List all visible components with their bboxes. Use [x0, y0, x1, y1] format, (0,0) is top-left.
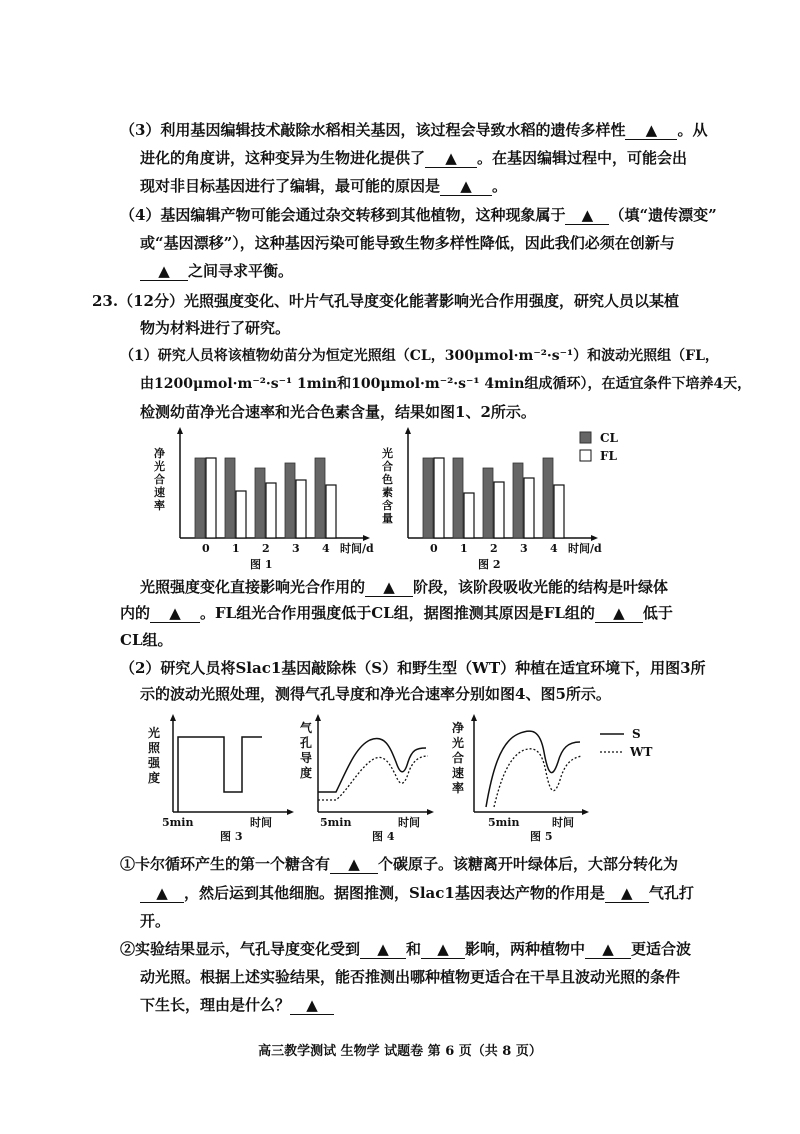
q23-p2-line1: （2）研究人员将Slac1基因敲除株（S）和野生型（WT）种植在适宜环境下，用图3所	[120, 659, 706, 677]
answer-blank[interactable]: ▲	[421, 940, 465, 959]
figure-3	[147, 714, 294, 843]
x-tick-label: 1	[460, 542, 468, 555]
fig3-ylabel-2: 照	[148, 741, 161, 755]
x-tick-label: 2	[262, 542, 270, 555]
q23-p2-line2: 示的波动光照处理，测得气孔导度和净光合速率分别如图4、图5所示。	[140, 685, 611, 703]
answer-blank[interactable]: ▲	[440, 177, 492, 196]
fig4-ylabel-2: 孔	[300, 736, 313, 750]
x-tick-label: 1	[232, 542, 240, 555]
bar-fl	[464, 493, 474, 538]
bar-cl	[255, 468, 265, 538]
fig4-tick: 5min	[320, 816, 352, 829]
figure-caption: 图 2	[478, 558, 501, 571]
bar-fl	[296, 480, 306, 538]
q22-p3-line1: （3）利用基因编辑技术敲除水稻相关基因，该过程会导致水稻的遗传多样性 ▲ 。从	[120, 121, 708, 139]
fig4-ylabel-1: 气	[300, 721, 313, 735]
x-tick-label: 3	[292, 542, 300, 555]
bar-cl	[543, 458, 553, 538]
fig4-s-curve	[318, 739, 426, 792]
fig5-s-curve	[486, 731, 580, 807]
bar-cl	[285, 463, 295, 538]
answer-blank[interactable]: ▲	[585, 940, 631, 959]
answer-blank[interactable]: ▲	[595, 604, 643, 623]
q23-head-line1: 23.（12分）光照强度变化、叶片气孔导度变化能著影响光合作用强度，研究人员以某植	[92, 292, 679, 310]
bar-fl	[206, 458, 216, 538]
q22-p3-line3: 现对非目标基因进行了编辑，最可能的原因是 ▲ 。	[140, 177, 508, 195]
q23-q2-line2: 动光照。根据上述实验结果，能否推测出哪种植物更适合在干旱且波动光照的条件	[140, 968, 681, 986]
answer-blank[interactable]: ▲	[330, 855, 378, 874]
x-tick-label: 0	[430, 542, 438, 555]
answer-blank[interactable]: ▲	[365, 578, 413, 597]
answer-blank[interactable]: ▲	[360, 940, 406, 959]
fig5-ylabel-5: 率	[452, 781, 465, 795]
fig5-xlabel: 时间	[552, 816, 574, 829]
y-axis-label-char: 量	[382, 512, 393, 525]
fig5-caption: 图 5	[530, 830, 553, 843]
bar-fl	[494, 482, 504, 538]
fig5-ylabel-4: 速	[452, 766, 465, 780]
answer-blank[interactable]: ▲	[150, 604, 200, 623]
answer-blank[interactable]: ▲	[140, 262, 188, 281]
x-tick-label: 4	[322, 542, 330, 555]
fig4-ylabel-3: 导	[300, 751, 313, 765]
y-axis-label-char: 色	[382, 473, 393, 486]
bar-fl	[236, 491, 246, 538]
bar-cl	[225, 458, 235, 538]
y-axis-label-char: 净	[154, 447, 165, 460]
answer-blank[interactable]: ▲	[565, 206, 609, 225]
fig3-light-curve	[178, 737, 262, 812]
q23-p1-q-line2: 内的 ▲ 。FL组光合作用强度低于CL组，据图推测其原因是FL组的 ▲ 低于	[120, 604, 673, 622]
fig5-tick: 5min	[488, 816, 520, 829]
figure-2	[382, 427, 619, 571]
fig3-ylabel-1: 光	[148, 726, 161, 740]
bar-cl	[453, 458, 463, 538]
q23-q2-line3: 下生长，理由是什么？ ▲	[140, 995, 334, 1015]
q22-p3-line2: 进化的角度讲，这种变异为生物进化提供了 ▲ 。在基因编辑过程中，可能会出	[140, 149, 688, 167]
bar-cl	[423, 458, 433, 538]
y-axis-arrow	[177, 427, 183, 434]
bar-fl	[434, 458, 444, 538]
fig45-legend	[600, 727, 652, 759]
q23-q1-line3: 开。	[140, 912, 171, 930]
figure-4	[300, 714, 434, 843]
x-axis-arrow	[363, 535, 370, 541]
figure-1	[154, 427, 374, 571]
y-axis-label-char: 合	[382, 460, 393, 473]
bar-cl	[513, 463, 523, 538]
fig4-caption: 图 4	[372, 830, 395, 843]
answer-blank[interactable]: ▲	[290, 996, 334, 1015]
legend-s-label: S	[632, 727, 641, 741]
legend-fl-swatch	[580, 450, 591, 461]
y-axis-arrow	[405, 427, 411, 434]
answer-blank[interactable]: ▲	[140, 884, 184, 903]
q23-p1-q-line3: CL组。	[120, 631, 173, 649]
q22-p4-line3: ▲ 之间寻求平衡。	[140, 261, 293, 281]
x-tick-label: 2	[490, 542, 498, 555]
q23-q1-line2: ▲ ，然后运到其他细胞。据图推测，Slac1基因表达产物的作用是 ▲ 气孔打	[140, 883, 694, 903]
answer-blank[interactable]: ▲	[425, 149, 477, 168]
bar-fl	[524, 478, 534, 538]
figure-5	[452, 714, 589, 843]
y-axis-label-char: 速	[154, 486, 165, 499]
bar-cl	[315, 458, 325, 538]
q22-p4-line1: （4）基因编辑产物可能会通过杂交转移到其他植物，这种现象属于 ▲ （填“遗传漂变”	[120, 206, 717, 224]
figures-3-4-5	[140, 712, 700, 847]
fig5-wt-curve	[494, 749, 582, 807]
fig4-ylabel-4: 度	[300, 766, 313, 780]
fig4-wt-curve	[318, 756, 428, 800]
bar-fl	[266, 483, 276, 538]
y-axis-label-char: 光	[154, 460, 165, 473]
legend-cl-swatch	[580, 432, 591, 443]
bar-fl	[554, 485, 564, 538]
fig3-tick: 5min	[162, 816, 194, 829]
bar-fl	[326, 485, 336, 538]
bar-cl	[483, 468, 493, 538]
page-footer: 高三教学测试 生物学 试题卷 第 6 页（共 8 页）	[258, 1044, 542, 1059]
answer-blank[interactable]: ▲	[605, 884, 649, 903]
fig3-ylabel-4: 度	[148, 771, 161, 785]
q23-p1-line1: （1）研究人员将该植物幼苗分为恒定光照组（CL，300μmol·m⁻²·s⁻¹）和波动光照组（FL，	[120, 348, 719, 364]
figures-1-2	[150, 425, 630, 575]
x-axis-unit: 时间/d	[340, 542, 374, 555]
fig3-ylabel-3: 强	[148, 756, 161, 770]
q23-q1-line1: ①卡尔循环产生的第一个糖含有 ▲ 个碳原子。该糖离开叶绿体后，大部分转化为	[120, 855, 679, 873]
q23-p1-line3: 检测幼苗净光合速率和光合色素含量，结果如图1、2所示。	[140, 403, 536, 421]
x-tick-label: 3	[520, 542, 528, 555]
fig5-ylabel-2: 光	[452, 736, 465, 750]
q22-p4-line2: 或“基因漂移”），这种基因污染可能导致生物多样性降低，因此我们必须在创新与	[140, 234, 675, 252]
fig5-ylabel-1: 净	[452, 721, 465, 735]
legend-wt-label: WT	[630, 745, 653, 759]
answer-blank[interactable]: ▲	[625, 121, 677, 140]
x-tick-label: 0	[202, 542, 210, 555]
fig5-ylabel-3: 合	[452, 751, 465, 765]
fig3-caption: 图 3	[220, 830, 243, 843]
figure-caption: 图 1	[250, 558, 273, 571]
x-axis-arrow	[591, 535, 598, 541]
y-axis-label-char: 合	[154, 473, 165, 486]
y-axis-label-char: 光	[382, 447, 393, 460]
q23-head-line2: 物为材料进行了研究。	[140, 319, 291, 337]
q23-q2-line1: ②实验结果显示，气孔导度变化受到 ▲ 和 ▲ 影响，两种植物中 ▲ 更适合波	[120, 940, 692, 958]
q23-p1-q-line1: 光照强度变化直接影响光合作用的 ▲ 阶段，该阶段吸收光能的结构是叶绿体	[140, 578, 669, 596]
fig3-xlabel: 时间	[250, 816, 272, 829]
x-tick-label: 4	[550, 542, 558, 555]
y-axis-label-char: 含	[382, 499, 393, 512]
y-axis-label-char: 素	[382, 486, 393, 499]
bar-cl	[195, 458, 205, 538]
legend-cl-label: CL	[600, 431, 618, 445]
y-axis-label-char: 率	[154, 499, 165, 512]
x-axis-unit: 时间/d	[568, 542, 602, 555]
fig4-xlabel: 时间	[398, 816, 420, 829]
q23-p1-line2: 由1200μmol·m⁻²·s⁻¹ 1min和100μmol·m⁻²·s⁻¹ 4min组成循环），在适宜条件下培养4天，	[140, 376, 752, 392]
legend-fl-label: FL	[600, 449, 617, 463]
